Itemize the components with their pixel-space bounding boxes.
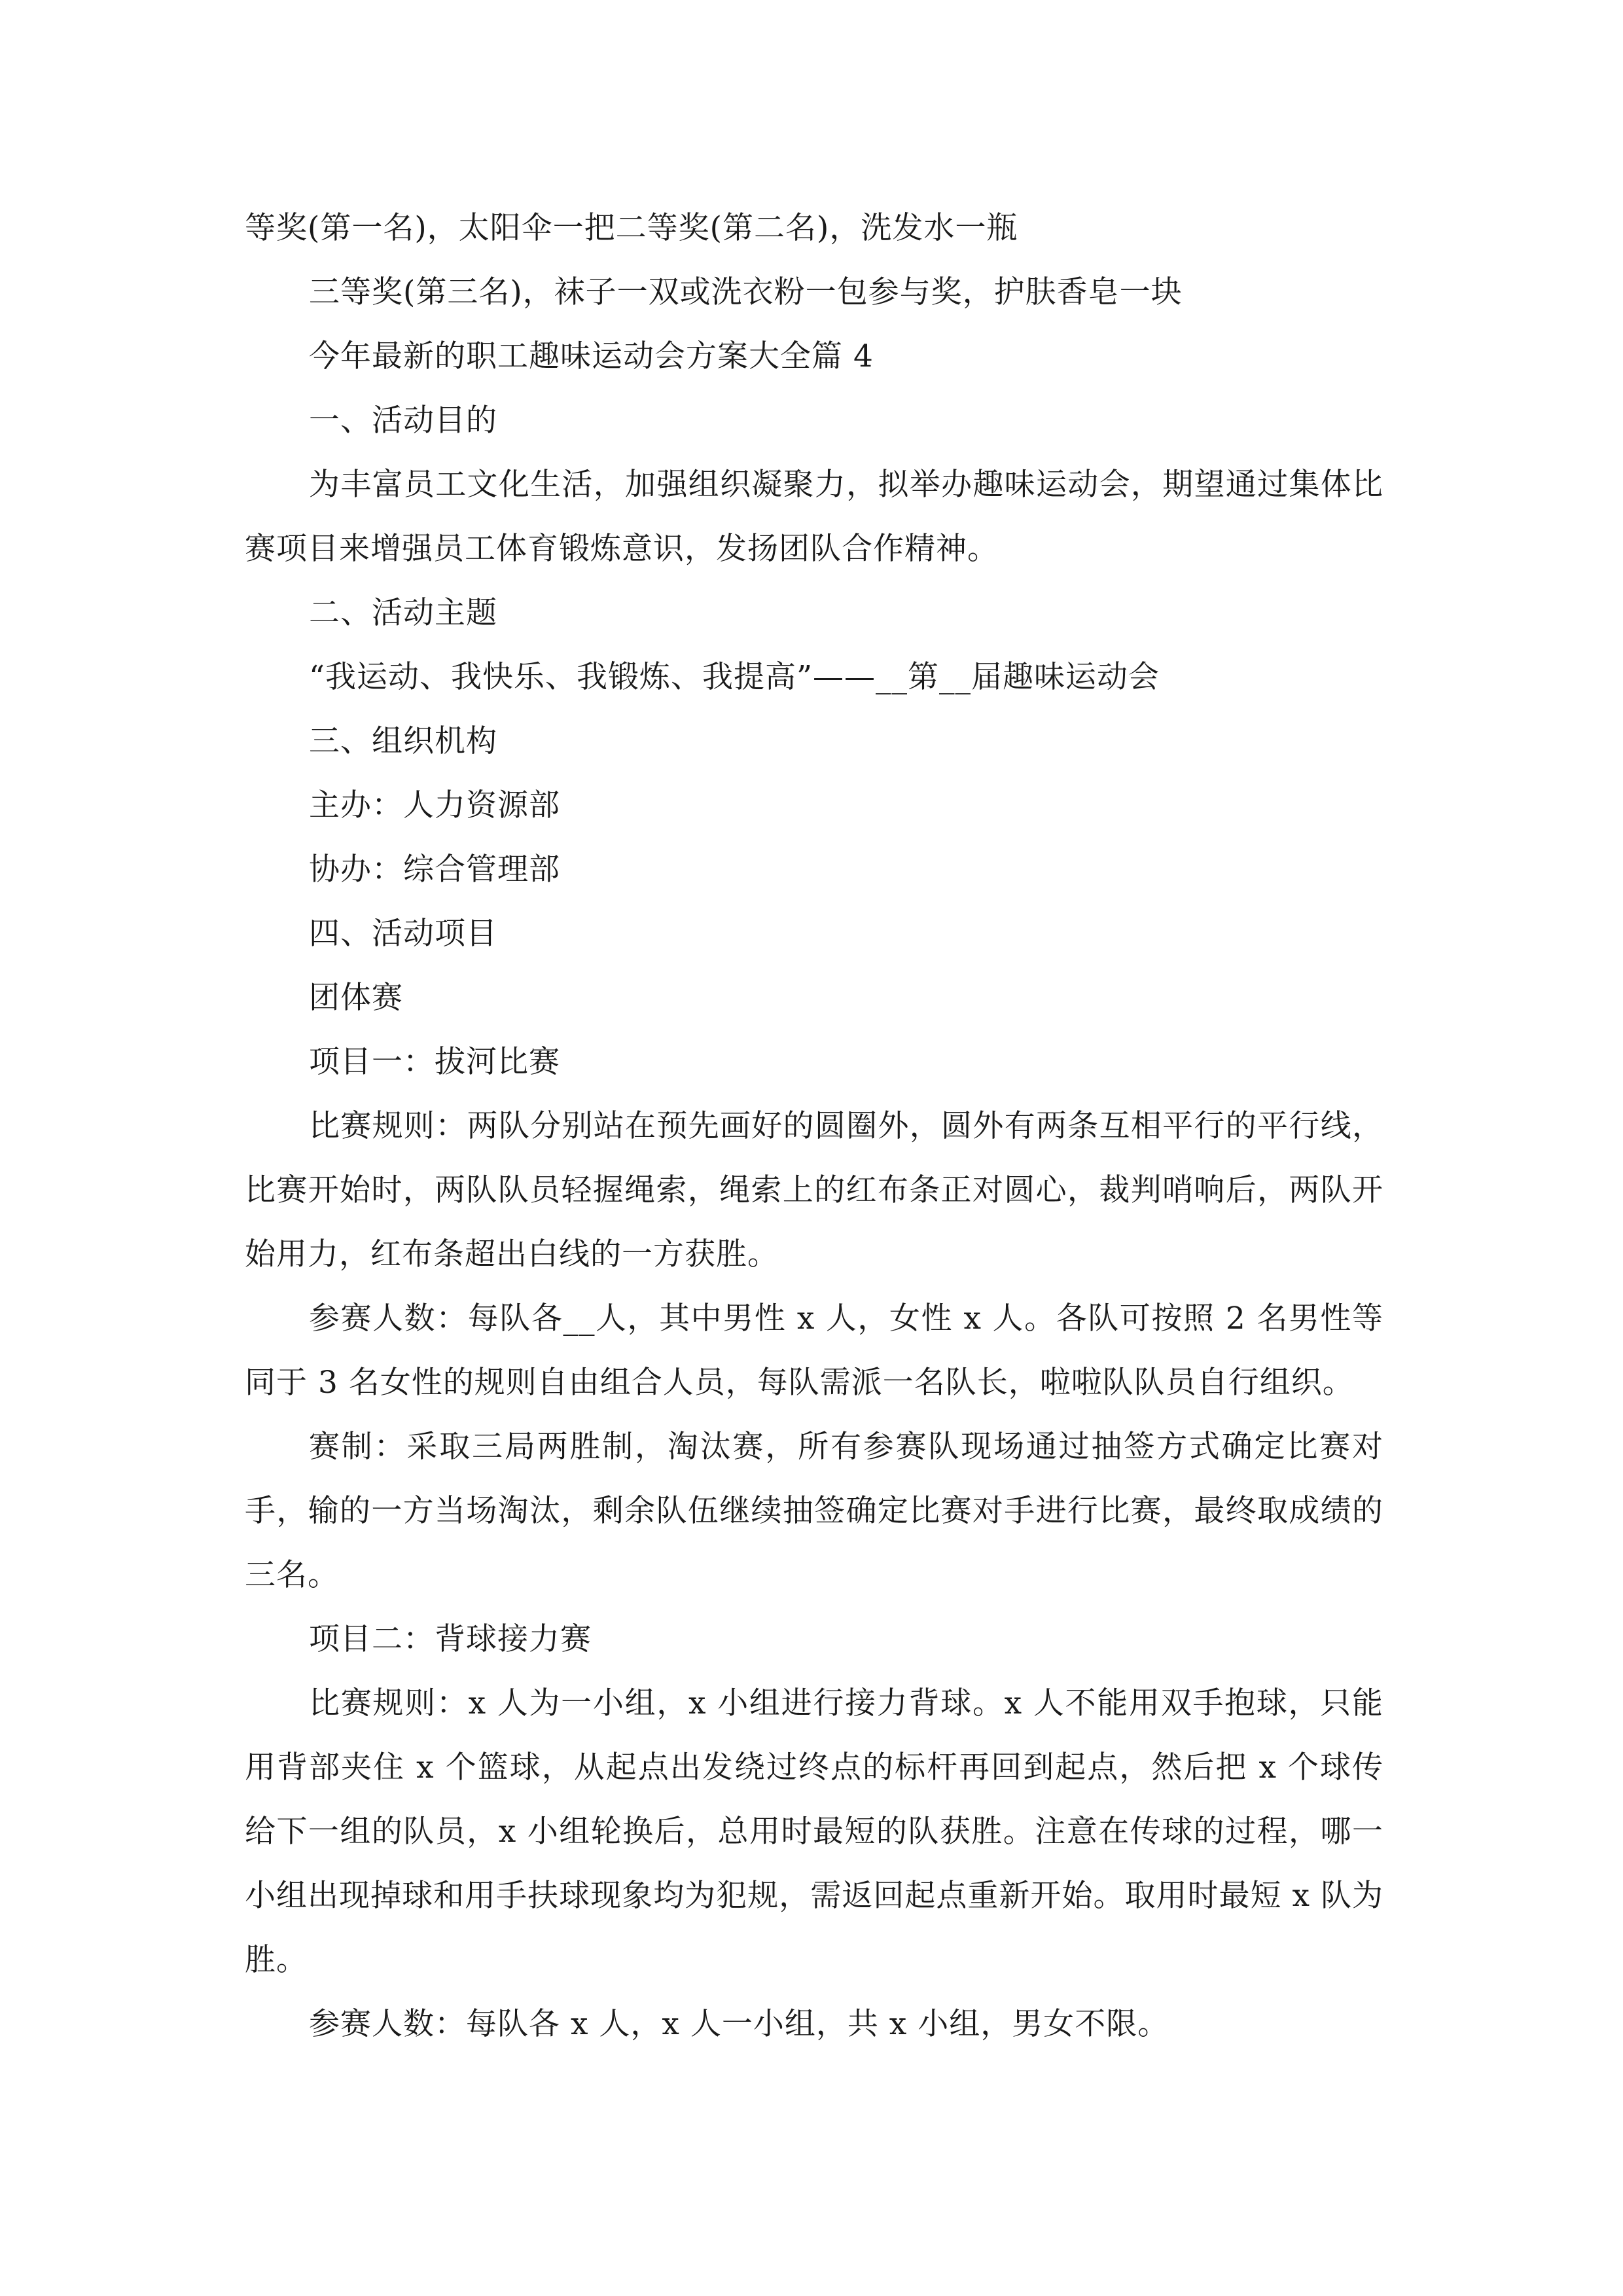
section-title: 今年最新的职工趣味运动会方案大全篇 4 bbox=[309, 338, 874, 374]
heading-theme: 二、活动主题 bbox=[309, 595, 497, 631]
heading-events: 四、活动项目 bbox=[309, 916, 497, 952]
heading-purpose: 一、活动目的 bbox=[309, 403, 497, 439]
paragraph-purpose: 为丰富员工文化生活，加强组织凝聚力，拟举办趣味运动会，期望通过集体比赛项目来增强员工体育锻炼意识，发扬团队合作精神。 bbox=[245, 467, 1383, 567]
paragraph-event-two-participants: 参赛人数：每队各 x 人，x 人一小组，共 x 小组，男女不限。 bbox=[309, 2006, 1169, 2042]
document-body bbox=[245, 196, 1383, 2056]
paragraph-co-organizer: 协办：综合管理部 bbox=[309, 852, 560, 888]
paragraph-event-one-participants: 参赛人数：每队各__人，其中男性 x 人，女性 x 人。各队可按照 2 名男性等同于 3 名女性的规则自由组合人员，每队需派一名队长，啦啦队队员自行组织。 bbox=[245, 1300, 1383, 1401]
paragraph-event-two-rules: 比赛规则：x 人为一小组，x 小组进行接力背球。x 人不能用双手抱球，只能用背部夹住 x 个篮球，从起点出发绕过终点的标杆再回到起点，然后把 x 个球传给下一组的队员，x 小组轮换后，总用时最短的队获胜。注意在传球的过程，哪一小组出现掉球和用手扶球现象均为犯规，需返回起点重新开始。取用时最短 x 队为胜。 bbox=[245, 1685, 1383, 1978]
paragraph-event-one-rules: 比赛规则：两队分别站在预先画好的圆圈外，圆外有两条互相平行的平行线，比赛开始时，两队队员轻握绳索，绳索上的红布条正对圆心，裁判哨响后，两队开始用力，红布条超出白线的一方获胜。 bbox=[245, 1108, 1383, 1272]
paragraph-theme: “我运动、我快乐、我锻炼、我提高”——__第__届趣味运动会 bbox=[309, 659, 1160, 695]
subheading-team-events: 团体赛 bbox=[309, 980, 403, 1016]
heading-organization: 三、组织机构 bbox=[309, 723, 497, 759]
heading-event-two: 项目二：背球接力赛 bbox=[309, 1621, 592, 1657]
paragraph-prize-third: 三等奖(第三名)，袜子一双或洗衣粉一包参与奖，护肤香皂一块 bbox=[309, 274, 1183, 310]
paragraph-event-one-format: 赛制：采取三局两胜制，淘汰赛，所有参赛队现场通过抽签方式确定比赛对手，输的一方当场淘汰，剩余队伍继续抽签确定比赛对手进行比赛，最终取成绩的三名。 bbox=[245, 1429, 1383, 1593]
paragraph-organizer: 主办：人力资源部 bbox=[309, 787, 560, 823]
paragraph-prize-first-second: 等奖(第一名)，太阳伞一把二等奖(第二名)，洗发水一瓶 bbox=[245, 210, 1018, 246]
heading-event-one: 项目一：拔河比赛 bbox=[309, 1044, 560, 1080]
